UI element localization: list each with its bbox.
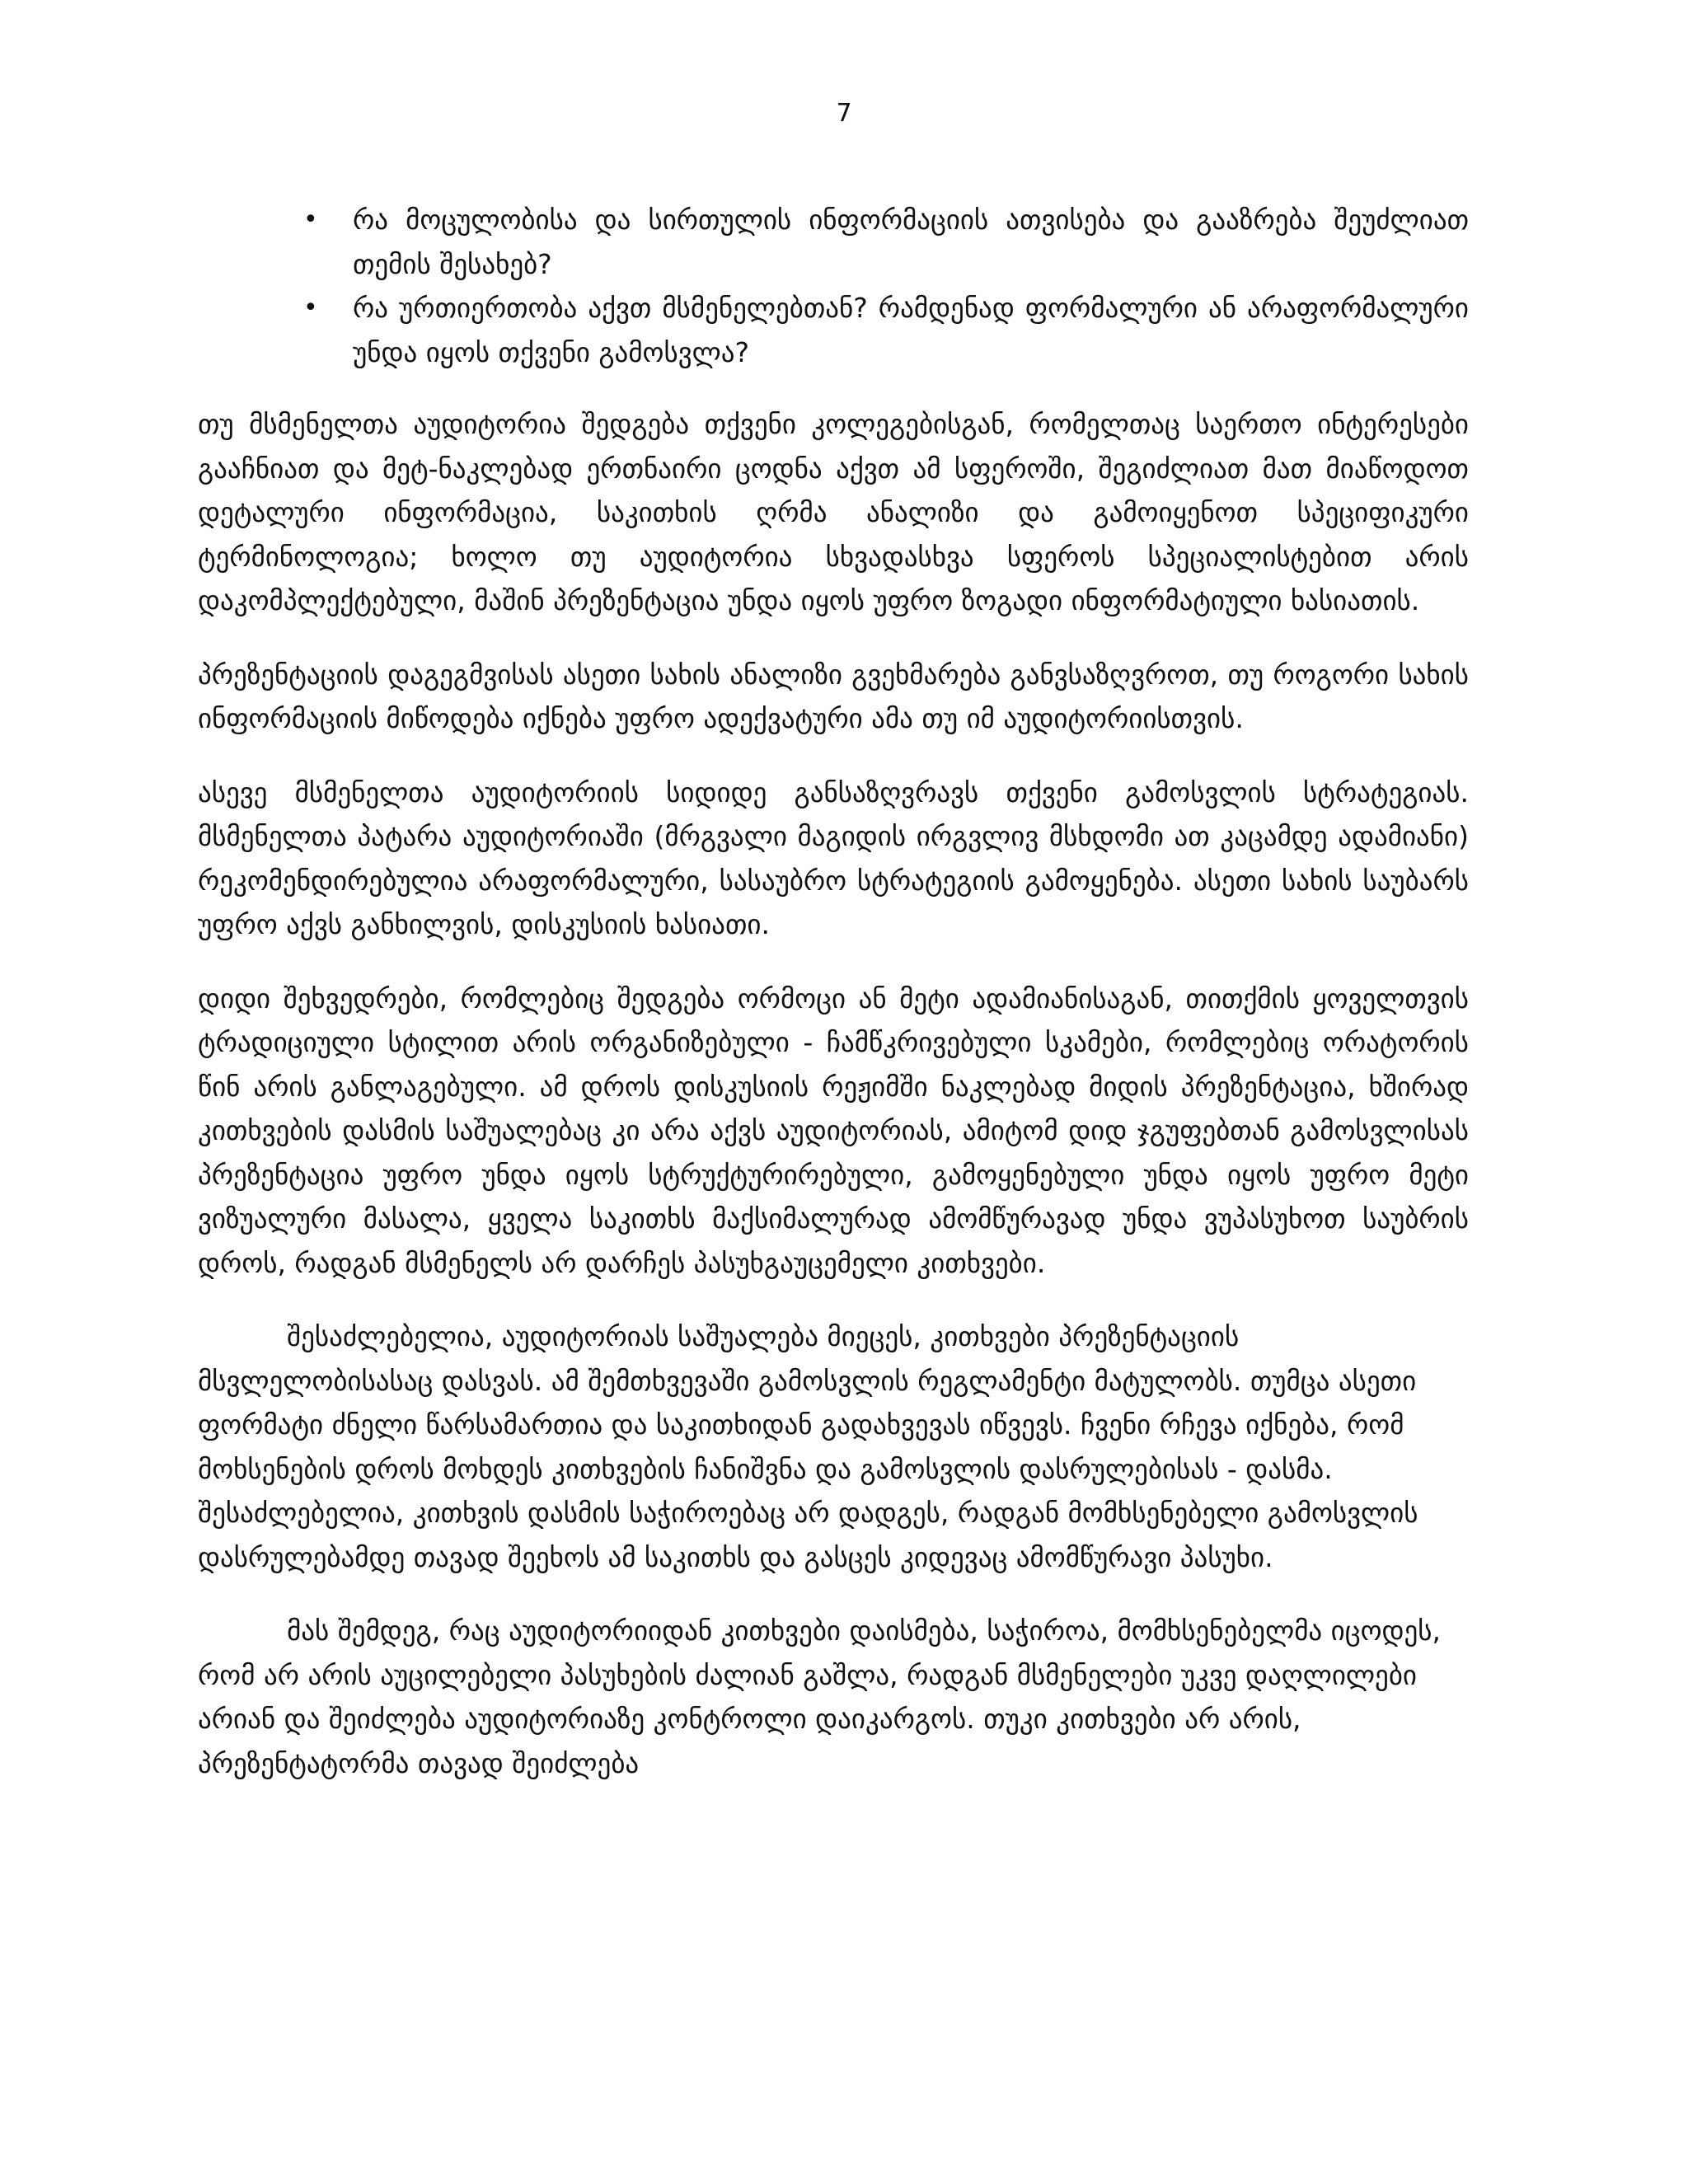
paragraph: დიდი შეხვედრები, რომლებიც შედგება ორმოცი ან მეტი ადამიანისაგან, თითქმის ყოველთვის ტრადიციული სტილით არის ორგანიზებული - ჩამწკრივებული სკამები, რომლებიც ორატორის წინ არის განლაგებული. ამ დროს დისკუსიის რეჟიმში ნაკლებად მიდის პრეზენტაცია, ხშირად კითხვების დასმის საშუალებაც კი არა აქვს აუდიტორიას, ამიტომ დიდ ჯგუფებთან გამოსვლისას პრეზენტაცია უფრო უნდა იყოს სტრუქტურირებული, გამოყენებული უნდა იყოს უფრო მეტი ვიზუალური მასალა, ყველა საკითხს მაქსიმალურად ამომწურავად უნდა ვუპასუხოთ საუბრის დროს, რადგან მსმენელს არ დარჩეს პასუხგაუცემელი კითხვები. — [198, 982, 1469, 1279]
bullet-text: რა მოცულობისა და სირთულის ინფორმაციის ათვისება და გააზრება შეუძლიათ თემის შესახებ? — [353, 204, 1469, 280]
paragraph: შესაძლებელია, აუდიტორიას საშუალება მიეცეს, კითხვები პრეზენტაციის მსვლელობისასაც დასვას. ამ შემთხვევაში გამოსვლის რეგლამენტი მატულობს. თუმცა ასეთი ფორმატი ძნელი წარსამართია და საკითხიდან გადახვევას იწვევს. ჩვენი რჩევა იქნება, რომ მოხსენების დროს მოხდეს კითხვების ჩანიშვნა და გამოსვლის დასრულებისას - დასმა. შესაძლებელია, კითხვის დასმის საჭიროებაც არ დადგეს, რადგან მომხსენებელი გამოსვლის დასრულებამდე თავად შეეხოს ამ საკითხს და გასცეს კიდევაც ამომწურავი პასუხი. — [198, 1320, 1418, 1573]
paragraph: მას შემდეგ, რაც აუდიტორიიდან კითხვები დაისმება, საჭიროა, მომხსენებელმა იცოდეს, რომ არ არის აუცილებელი პასუხების ძალიან გაშლა, რადგან მსმენელები უკვე დაღლილები არიან და შეიძლება აუდიტორიაზე კონტროლი დაიკარგოს. თუკი კითხვები არ არის, პრეზენტატორმა თავად შეიძლება — [198, 1615, 1442, 1779]
bullet-icon: • — [303, 293, 318, 322]
paragraph: პრეზენტაციის დაგეგმვისას ასეთი სახის ანალიზი გვეხმარება განვსაზღვროთ, თუ როგორი სახის ინფორმაციის მიწოდება იქნება უფრო ადექვატური ამა თუ იმ აუდიტორიისთვის. — [198, 658, 1469, 734]
paragraph: ასევე მსმენელთა აუდიტორიის სიდიდე განსაზღვრავს თქვენი გამოსვლის სტრატეგიას. მსმენელთა პატარა აუდიტორიაში (მრგვალი მაგიდის ირგვლივ მსხდომი ათ კაცამდე ადამიანი) რეკომენდირებულია არაფორმალური, სასაუბრო სტრატეგიის გამოყენება. ასეთი სახის საუბარს უფრო აქვს განხილვის, დისკუსიის ხასიათი. — [198, 776, 1469, 940]
paragraph: თუ მსმენელთა აუდიტორია შედგება თქვენი კოლეგებისგან, რომელთაც საერთო ინტერესები გააჩნიათ და მეტ-ნაკლებად ერთნაირი ცოდნა აქვთ ამ სფეროში, შეგიძლიათ მათ მიაწოდოთ დეტალური ინფორმაცია, საკითხის ღრმა ანალიზი და გამოიყენოთ სპეციფიკური ტერმინოლოგია; ხოლო თუ აუდიტორია სხვადასხვა სფეროს სპეციალისტებით არის დაკომპლექტებული, მაშინ პრეზენტაცია უნდა იყოს უფრო ზოგადი ინფორმატიული ხასიათის. — [198, 408, 1469, 616]
bullet-item — [303, 286, 1469, 374]
bullet-icon: • — [303, 205, 318, 234]
bullet-text: რა ურთიერთობა აქვთ მსმენელებთან? რამდენად ფორმალური ან არაფორმალური უნდა იყოს თქვენი გამოსვლა? — [353, 292, 1469, 368]
bullet-list — [198, 198, 1469, 374]
page-body — [198, 198, 1469, 1815]
bullet-item — [303, 198, 1469, 286]
page-number: 7 — [836, 99, 852, 128]
